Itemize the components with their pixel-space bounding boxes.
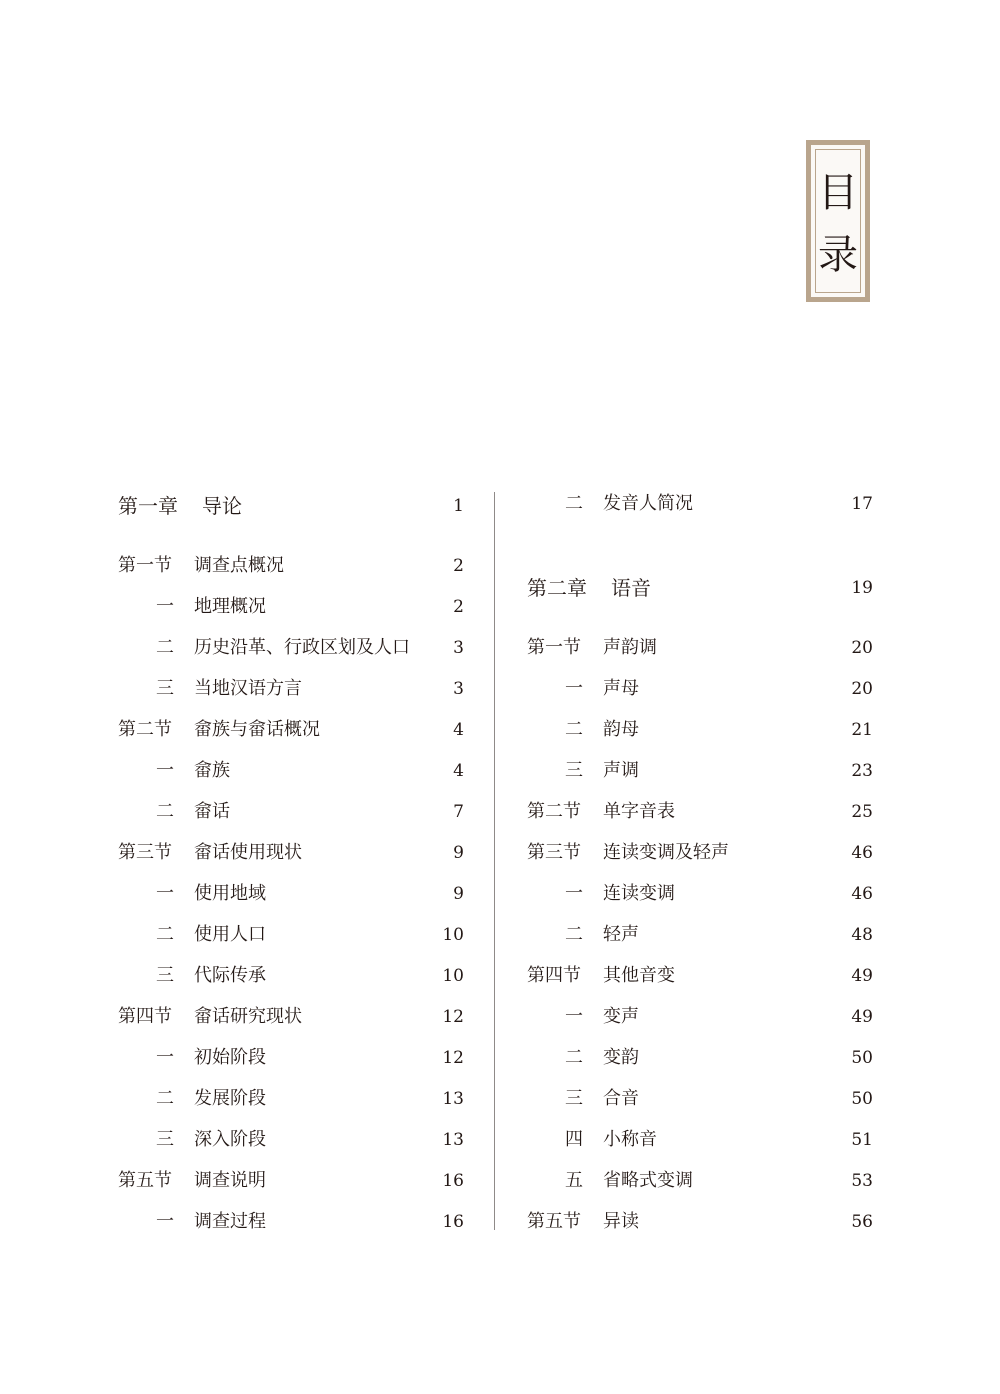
toc-page-number: 49 xyxy=(851,1007,873,1027)
toc-item-label: 三 xyxy=(156,965,174,986)
toc-page-number: 4 xyxy=(453,720,464,740)
toc-item-row xyxy=(118,879,464,909)
toc-section-title: 畲话研究现状 xyxy=(194,1006,302,1027)
toc-section-label: 第三节 xyxy=(118,842,172,863)
toc-item-row xyxy=(118,633,464,663)
toc-item-row xyxy=(118,1084,464,1114)
toc-page-number: 3 xyxy=(453,679,464,699)
toc-section-title: 调查说明 xyxy=(194,1170,266,1191)
column-divider xyxy=(494,492,495,1230)
toc-section-title: 声韵调 xyxy=(603,637,657,658)
toc-chapter-label: 第一章 xyxy=(118,494,178,518)
toc-item-label: 四 xyxy=(565,1129,583,1150)
toc-item-label: 二 xyxy=(565,1047,583,1068)
toc-item-row xyxy=(527,756,873,786)
toc-item-row xyxy=(118,592,464,622)
toc-page-number: 50 xyxy=(851,1048,873,1068)
toc-item-label: 一 xyxy=(156,1211,174,1232)
toc-page-number: 56 xyxy=(851,1212,873,1232)
toc-item-row xyxy=(527,879,873,909)
toc-item-row xyxy=(527,489,873,519)
toc-item-title: 畲话 xyxy=(194,801,230,822)
toc-chapter-label: 第二章 xyxy=(527,576,587,600)
toc-item-title: 初始阶段 xyxy=(194,1047,266,1068)
toc-page-number: 10 xyxy=(442,966,464,986)
toc-item-label: 一 xyxy=(565,1006,583,1027)
toc-item-row xyxy=(118,674,464,704)
toc-item-title: 变韵 xyxy=(603,1047,639,1068)
toc-item-title: 韵母 xyxy=(603,719,639,740)
toc-section-row xyxy=(118,1166,464,1196)
toc-section-row xyxy=(118,1002,464,1032)
toc-item-title: 变声 xyxy=(603,1006,639,1027)
toc-item-label: 二 xyxy=(565,924,583,945)
toc-section-label: 第五节 xyxy=(118,1170,172,1191)
toc-item-row xyxy=(527,674,873,704)
toc-item-row xyxy=(527,1084,873,1114)
toc-section-row xyxy=(527,633,873,663)
toc-item-title: 省略式变调 xyxy=(603,1170,693,1191)
toc-section-label: 第五节 xyxy=(527,1211,581,1232)
toc-item-title: 连读变调 xyxy=(603,883,675,904)
toc-page-number: 20 xyxy=(851,638,873,658)
toc-page-number: 4 xyxy=(453,761,464,781)
toc-item-row xyxy=(527,1002,873,1032)
toc-item-title: 使用地域 xyxy=(194,883,266,904)
toc-chapter-row xyxy=(527,573,873,603)
toc-item-label: 二 xyxy=(156,637,174,658)
toc-item-row xyxy=(527,920,873,950)
toc-section-label: 第四节 xyxy=(527,965,581,986)
toc-page-number: 2 xyxy=(453,556,464,576)
toc-item-row xyxy=(527,1043,873,1073)
toc-section-title: 调查点概况 xyxy=(194,555,284,576)
toc-item-label: 二 xyxy=(156,1088,174,1109)
toc-page-number: 46 xyxy=(851,843,873,863)
toc-section-label: 第一节 xyxy=(118,555,172,576)
toc-page-number: 10 xyxy=(442,925,464,945)
toc-item-label: 二 xyxy=(565,493,583,514)
toc-section-row xyxy=(527,838,873,868)
toc-item-title: 畲族 xyxy=(194,760,230,781)
toc-item-row xyxy=(118,797,464,827)
toc-item-title: 历史沿革、行政区划及人口 xyxy=(194,637,410,658)
toc-item-label: 一 xyxy=(156,883,174,904)
toc-page-number: 50 xyxy=(851,1089,873,1109)
toc-item-label: 二 xyxy=(156,801,174,822)
toc-item-row xyxy=(118,1125,464,1155)
toc-page-number: 1 xyxy=(453,496,464,516)
toc-page-number: 2 xyxy=(453,597,464,617)
toc-page-number: 20 xyxy=(851,679,873,699)
toc-item-row xyxy=(118,961,464,991)
toc-page-number: 9 xyxy=(453,884,464,904)
toc-section-label: 第二节 xyxy=(527,801,581,822)
toc-item-title: 发展阶段 xyxy=(194,1088,266,1109)
toc-page-number: 12 xyxy=(442,1048,464,1068)
toc-section-title: 畲话使用现状 xyxy=(194,842,302,863)
toc-page-number: 53 xyxy=(851,1171,873,1191)
toc-page-number: 17 xyxy=(851,494,873,514)
toc-section-row xyxy=(527,797,873,827)
toc-item-label: 一 xyxy=(156,1047,174,1068)
toc-page-number: 21 xyxy=(851,720,873,740)
toc-page-number: 23 xyxy=(851,761,873,781)
toc-chapter-row xyxy=(118,491,464,521)
toc-section-row xyxy=(527,961,873,991)
toc-item-row xyxy=(527,1125,873,1155)
toc-chapter-title: 语音 xyxy=(611,576,651,600)
toc-item-title: 发音人简况 xyxy=(603,493,693,514)
toc-item-title: 小称音 xyxy=(603,1129,657,1150)
toc-item-label: 三 xyxy=(156,1129,174,1150)
toc-section-title: 畲族与畲话概况 xyxy=(194,719,320,740)
toc-section-row xyxy=(118,551,464,581)
toc-page-number: 25 xyxy=(851,802,873,822)
toc-section-title: 连读变调及轻声 xyxy=(603,842,729,863)
toc-item-title: 合音 xyxy=(603,1088,639,1109)
toc-item-row xyxy=(118,920,464,950)
toc-section-label: 第四节 xyxy=(118,1006,172,1027)
toc-page-number: 9 xyxy=(453,843,464,863)
toc-item-title: 声母 xyxy=(603,678,639,699)
toc-item-label: 一 xyxy=(156,760,174,781)
toc-item-label: 一 xyxy=(565,883,583,904)
toc-item-label: 一 xyxy=(565,678,583,699)
toc-section-title: 单字音表 xyxy=(603,801,675,822)
toc-item-title: 调查过程 xyxy=(194,1211,266,1232)
toc-page-number: 51 xyxy=(851,1130,873,1150)
toc-item-row xyxy=(118,756,464,786)
toc-page-number: 16 xyxy=(442,1171,464,1191)
toc-item-label: 三 xyxy=(565,1088,583,1109)
toc-item-title: 当地汉语方言 xyxy=(194,678,302,699)
toc-page-number: 46 xyxy=(851,884,873,904)
toc-title-char: 目 xyxy=(818,170,858,216)
toc-item-title: 使用人口 xyxy=(194,924,266,945)
toc-title-box xyxy=(806,140,870,302)
toc-item-row xyxy=(118,1207,464,1237)
toc-chapter-title: 导论 xyxy=(202,494,242,518)
toc-section-title: 其他音变 xyxy=(603,965,675,986)
toc-title-char: 录 xyxy=(818,232,858,278)
toc-section-row xyxy=(118,838,464,868)
toc-item-label: 五 xyxy=(565,1170,583,1191)
toc-page-number: 3 xyxy=(453,638,464,658)
toc-item-title: 声调 xyxy=(603,760,639,781)
toc-item-label: 三 xyxy=(565,760,583,781)
toc-item-label: 三 xyxy=(156,678,174,699)
toc-item-title: 地理概况 xyxy=(194,596,266,617)
toc-item-label: 一 xyxy=(156,596,174,617)
toc-item-label: 二 xyxy=(565,719,583,740)
toc-item-title: 深入阶段 xyxy=(194,1129,266,1150)
toc-page-number: 13 xyxy=(442,1089,464,1109)
toc-section-label: 第三节 xyxy=(527,842,581,863)
toc-section-label: 第一节 xyxy=(527,637,581,658)
toc-page-number: 16 xyxy=(442,1212,464,1232)
toc-item-row xyxy=(118,1043,464,1073)
toc-section-label: 第二节 xyxy=(118,719,172,740)
toc-item-row xyxy=(527,715,873,745)
toc-item-title: 轻声 xyxy=(603,924,639,945)
toc-item-row xyxy=(527,1166,873,1196)
toc-page-number: 48 xyxy=(851,925,873,945)
toc-section-row xyxy=(118,715,464,745)
toc-page-number: 49 xyxy=(851,966,873,986)
toc-page-number: 7 xyxy=(453,802,464,822)
toc-item-title: 代际传承 xyxy=(194,965,266,986)
toc-page-number: 13 xyxy=(442,1130,464,1150)
toc-page-number: 19 xyxy=(851,578,873,598)
toc-page-number: 12 xyxy=(442,1007,464,1027)
toc-section-title: 异读 xyxy=(603,1211,639,1232)
toc-section-row xyxy=(527,1207,873,1237)
toc-item-label: 二 xyxy=(156,924,174,945)
